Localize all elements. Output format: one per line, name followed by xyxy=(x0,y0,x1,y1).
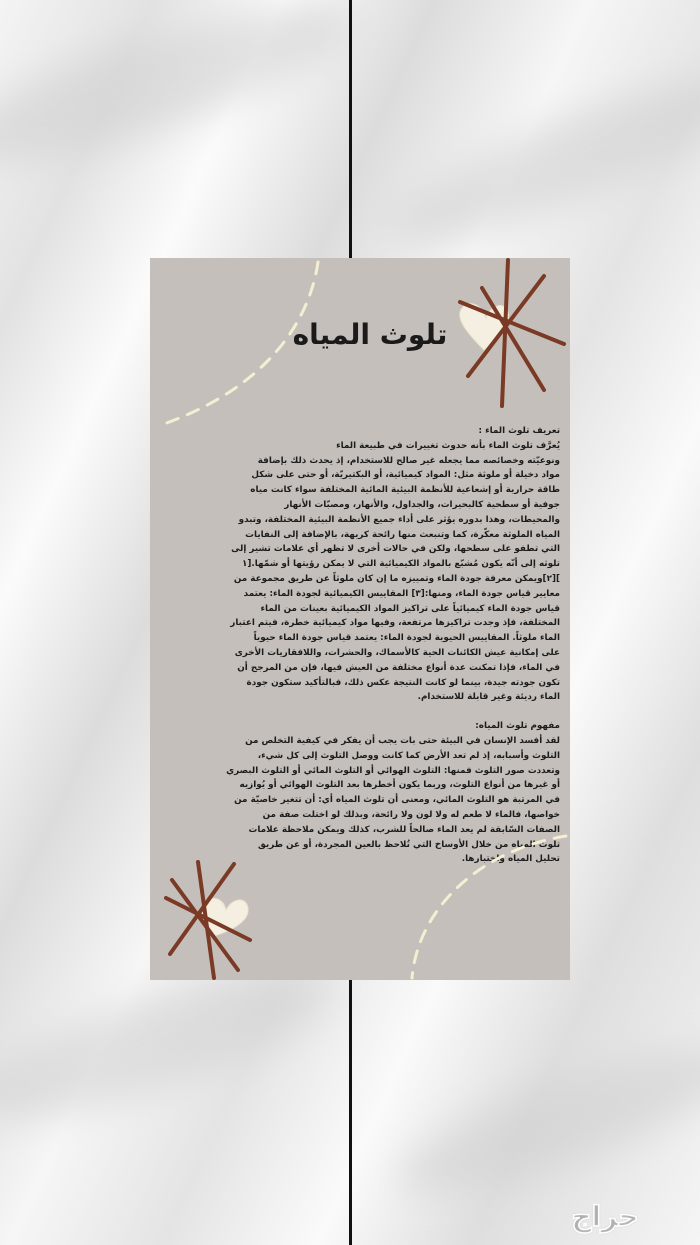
section1-paragraph: يُعرَّف تلوث الماء بأنه حدوث تغييرات في طبيعة الماء ونوعيّته وخصائصه مما يجعله غير صالح للاستخدام، إذ يحدث ذلك بإضافة مواد دخيلة أو ملوثة مثل: المواد كيميائية، أو البكتيريّة، أو حتى على شكل طاقة حرارية أو إشعاعية للأنظمة البيئية المائية المختلفة سواء كانت مياه جوفية أو سطحية كالبحيرات، والجداول، والأنهار، ومصبّات الأنهار والمحيطات، وهذا بدوره يؤثر على أداء جميع الأنظمة البيئية المختلفة، وتبدو المياه الملوثة معكّرة، كما وتنبعث منها رائحة كريهة، بالإضافة إلى النفايات التي تطفو على سطحها، ولكن في حالات أخرى لا تظهر أي علامات تشير إلى تلوثه إلى أنّه يكون مُشبّع بالمواد الكيميائية التي لا يمكن رؤيتها أو شمّها.[١ ][٢]ويمكن معرفة جودة الماء وتمييزه ما إن كان ملوثاً عن طريق مجموعة من معايير قياس جودة الماء، ومنها:[٣] المقاييس الكيميائية لجودة الماء: يعتمد قياس جودة الماء كيميائياً على تراكيز المواد الكيميائية بعينات من الماء المختلفة، فإذ وجدت تراكيزها مرتفعة، وفيها مواد كيميائية خطرة، فيتم اعتبار الماء ملوثاً. المقاييس الحيوية لجودة الماء: يعتمد قياس جودة الماء حيوياً على إمكانية عيش الكائنات الحية كالأسماك، والحشرات، واللافقاريات الأخرى في الماء، فإذا تمكنت عدة أنواع مختلفة من العيش فيها، فإن من المرجح أن تكون جودته جيدة، بينما لو كانت النتيجة عكس ذلك، فبالتأكيد ستكون جودة الماء رديئة وغير قابلة للاستخدام. xyxy=(230,440,560,703)
vertical-divider-top xyxy=(349,0,352,258)
document-card xyxy=(150,258,570,980)
haraj-watermark: حراج xyxy=(571,1200,639,1233)
vertical-divider-bottom xyxy=(349,980,352,1245)
background-fold xyxy=(379,52,700,269)
section2-paragraph: لقد أفسد الإنسان في البيئة حتى بات يجب أن يفكر في كيفية التخلص من التلوث وأسبابه، إذ لم تعد الأرض كما كانت ووصل التلوث إلى كل شيء، وتعددت صور التلوث فمنها: التلوث الهوائي أو التلوث المائي أو التلوث البصري أو غيرها من أنواع التلوث، وربما يكون أخطرها بعد التلوث الهوائي أو يُوازيه في المرتبة هو التلوث المائي، ومعنى أن تلوث المياه أي: أن تتغير خاصيّة من خواصها، فالماء لا طعم له ولا لون ولا رائحة، وبذلك لو اختلت صفة من الصفات السّابقة لم يعد الماء صالحاً للشرب، كذلك ويمكن ملاحظة علامات تلوث المياه من خلال الأوساخ التي تُلاحظ بالعين المجردة، أو عن طريق تحليل المياه واختبارها. xyxy=(226,735,560,865)
dashed-arc-bottom-decoration xyxy=(400,828,570,980)
star-heart-bottom-decoration xyxy=(162,858,262,980)
page-title: تلوث المياه xyxy=(292,318,448,351)
section-gap xyxy=(160,705,560,719)
section2-heading: مفهوم تلوث المياه: xyxy=(475,721,560,732)
background-fold xyxy=(387,1021,700,1219)
background-fold xyxy=(0,0,364,193)
document-body xyxy=(160,424,560,867)
section1-heading: تعريف تلوث الماء : xyxy=(478,426,560,436)
